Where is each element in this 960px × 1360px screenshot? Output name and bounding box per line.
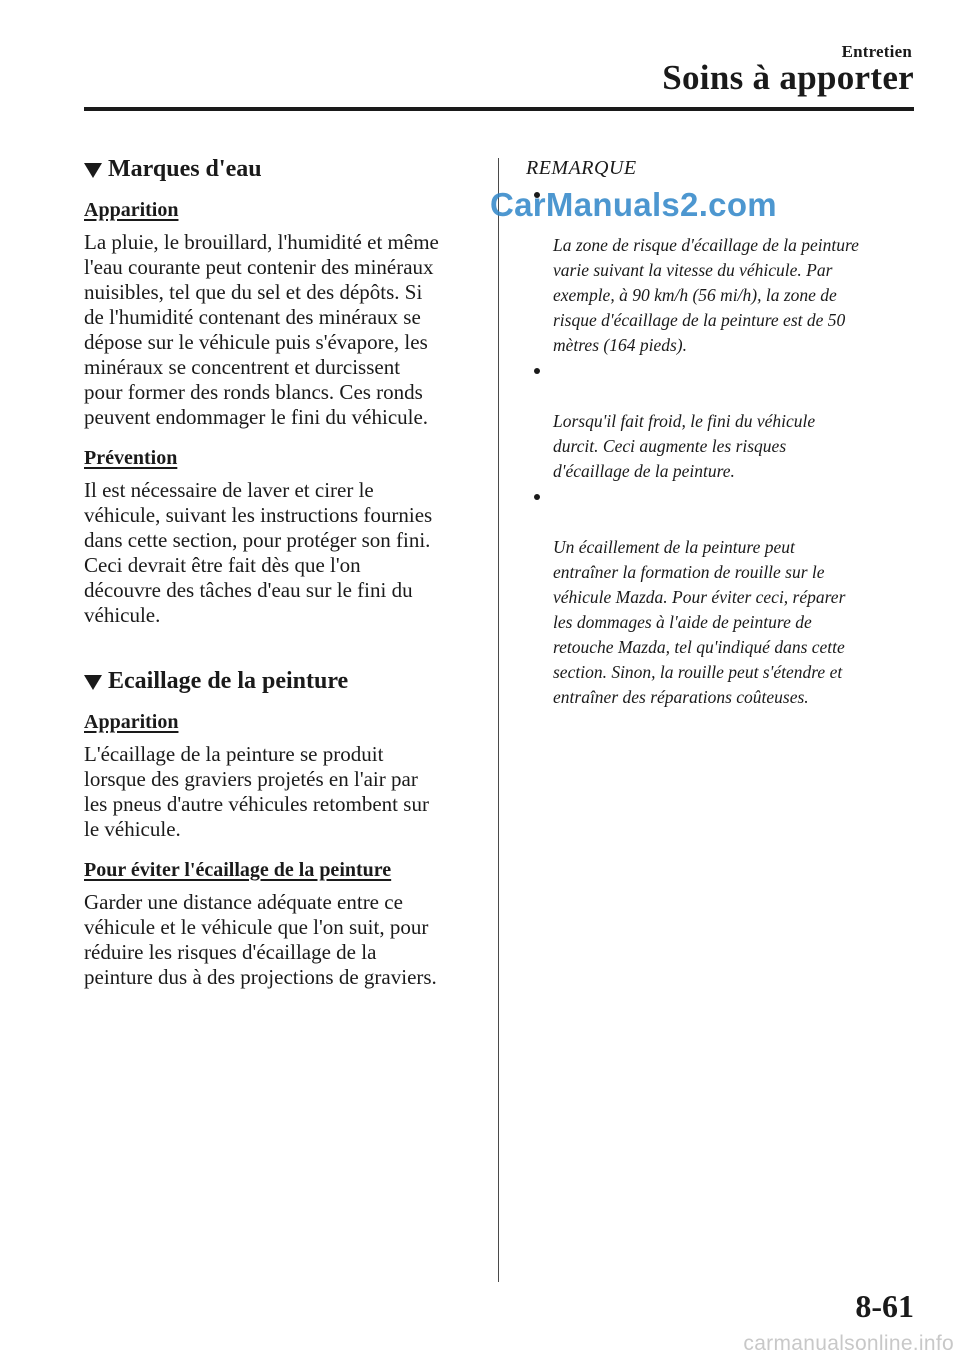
note-item-text: Lorsqu'il fait froid, le fini du véhicule durcit. Ceci augmente les risques d'écaillage de la peinture. (553, 411, 816, 481)
chapter-label: Entretien (841, 42, 912, 61)
section-spacer (84, 642, 476, 664)
note-item-text: La zone de risque d'écaillage de la peinture varie suivant la vitesse du véhicule. Par exemple, à 90 km/h (56 mi/h), la zone de risque d'écaillage de la peinture est de 50 mètres (164 pieds). (553, 235, 859, 355)
column-divider (498, 158, 499, 1282)
note-list (526, 183, 916, 710)
left-column (84, 152, 476, 1004)
note-item-text: Un écaillement de la peinture peut entraîner la formation de rouille sur le véhicule Mazda. Pour éviter ceci, réparer les dommages à l'aide de peinture de retouche Mazda, tel qu'indiqué dans cette section. Sinon, la rouille peut s'étendre et entraîner des réparations coûteuses. (553, 537, 846, 707)
paragraph-occurrence: La pluie, le brouillard, l'humidité et même l'eau courante peut contenir des minéraux nuisibles, tel que du sel et des dépôts. Si de l'humidité contenant des minéraux se dépose sur le véhicule puis s'évapore, les minéraux se concentrent et durcissent pour former des ronds blancs. Ces ronds peuvent endommager le fini du véhicule. (84, 230, 439, 429)
triangle-down-icon (84, 163, 102, 178)
footer-watermark: carmanualsonline.info (743, 1332, 954, 1355)
triangle-down-icon (84, 675, 102, 690)
note-item (526, 485, 916, 710)
page-number: 8-61 (855, 1288, 914, 1324)
subheading-occurrence: Apparition (84, 711, 179, 733)
bullet-icon (534, 494, 540, 500)
note-title: REMARQUE (526, 157, 637, 179)
watermark-logo: CarManuals2.com (490, 186, 777, 223)
bullet-icon (534, 368, 540, 374)
section-heading-water-marks (84, 152, 476, 186)
right-column (526, 155, 916, 711)
section-heading-paint-chips (84, 664, 476, 698)
section-heading-text: Ecaillage de la peinture (108, 667, 349, 694)
paragraph-chip-occurrence: L'écaillage de la peinture se produit lorsque des graviers projetés en l'air par les pneus d'autre véhicules retombent sur le véhicule. (84, 742, 429, 841)
section-heading-text: Marques d'eau (108, 155, 262, 182)
subheading-occurrence: Apparition (84, 199, 179, 221)
page-title: Soins à apporter (662, 58, 914, 97)
subheading-avoid-chipping: Pour éviter l'écaillage de la peinture (84, 859, 392, 881)
header-divider (84, 107, 914, 111)
subheading-prevention: Prévention (84, 447, 178, 469)
note-item (526, 359, 916, 484)
paragraph-prevention: Il est nécessaire de laver et cirer le véhicule, suivant les instructions fournies dans cette section, pour protéger son fini. Ceci devrait être fait dès que l'on découvre des tâches d'eau sur le fini du véhicule. (84, 478, 433, 627)
paragraph-avoid-chipping: Garder une distance adéquate entre ce véhicule et le véhicule que l'on suit, pour réduire les risques d'écaillage de la peinture dus à des projections de graviers. (84, 890, 437, 989)
